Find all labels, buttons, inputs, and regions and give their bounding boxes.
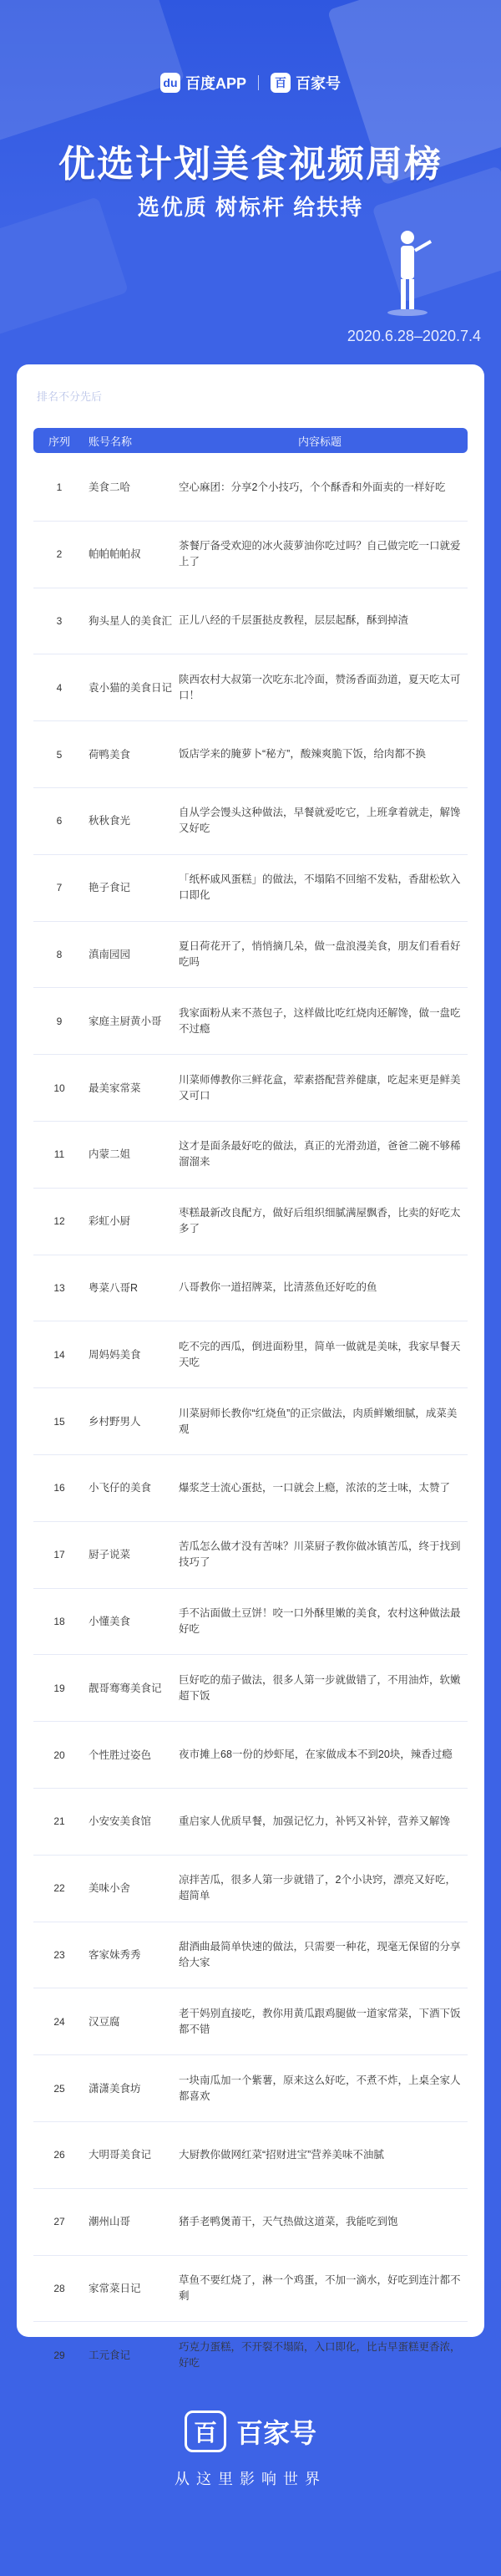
row-account-name: 小安安美食馆 [89,1815,152,1828]
row-account-name: 荷鸭美食 [89,748,131,761]
row-content-title: 手不沾面做土豆饼！咬一口外酥里嫩的美食，农村这种做法最好吃 [179,1606,461,1635]
row-account-name: 内蒙二姐 [89,1148,131,1161]
table-row [33,1522,468,1589]
table-row [33,721,468,788]
table-row [33,2055,468,2122]
row-index: 28 [53,2282,65,2294]
row-index: 19 [53,1682,65,1694]
row-account-name: 秋秋食光 [89,815,131,827]
row-account-name: 靓哥骞骞美食记 [89,1682,162,1694]
row-content-title: 苦瓜怎么做才没有苦味？川菜厨子教你做冰镇苦瓜，终于找到技巧了 [179,1540,461,1569]
row-index: 7 [56,882,63,894]
row-account-name: 美食二哈 [89,481,131,494]
row-index: 25 [53,2082,65,2095]
row-account-name: 粤菜八哥R [89,1281,139,1294]
baijiahao-brand [271,72,341,94]
table-row [33,1789,468,1856]
row-content-title: 草鱼不要红烧了，淋一个鸡蛋，不加一滴水，好吃到连汁都不剩 [179,2273,461,2302]
row-index: 21 [53,1815,65,1828]
row-account-name: 潇潇美食坊 [89,2082,141,2095]
row-content-title: 一块南瓜加一个紫薯，原来这么好吃，不煮不炸，上桌全家人都喜欢 [179,2074,461,2102]
row-content-title: 爆浆芝士流心蛋挞，一口就会上瘾，浓浓的芝士味，太赞了 [179,1481,451,1494]
standing-person-icon [377,226,436,318]
row-content-title: 老干妈别直接吃，教你用黄瓜跟鸡腿做一道家常菜，下酒下饭都不错 [179,2007,461,2035]
row-account-name: 周妈妈美食 [89,1348,141,1361]
row-content-title: 猪手老鸭煲莆干，天气热做这道菜，我能吃到饱 [179,2215,398,2227]
brand-left-label: 百度APP [185,75,246,92]
table-row [33,922,468,989]
row-index: 20 [53,1749,65,1761]
row-account-name: 彩虹小厨 [89,1215,131,1228]
brand-divider [258,75,259,90]
row-content-title: 凉拌苦瓜，很多人第一步就错了，2个小诀窍，漂亮又好吃，超简单 [179,1874,456,1902]
row-account-name: 乡村野男人 [89,1415,141,1428]
table-row [33,455,468,522]
row-index: 12 [53,1215,65,1228]
table-row [33,988,468,1055]
row-index: 9 [56,1015,63,1027]
row-content-title: 夏日荷花开了，悄悄摘几朵，做一盘浪漫美食，朋友们看看好吃吗 [179,939,461,968]
row-account-name: 狗头星人的美食汇 [89,614,173,627]
table-row [33,2256,468,2323]
table-row [33,1856,468,1922]
row-content-title: 巧克力蛋糕，不开裂不塌陷，入口即化，比古早蛋糕更香浓，好吃 [179,2341,461,2370]
row-account-name: 家常菜日记 [89,2282,141,2294]
row-index: 14 [53,1348,65,1361]
row-account-name: 最美家常菜 [89,1082,141,1094]
row-account-name: 厨子说菜 [89,1549,131,1561]
brand-right-label: 百家号 [296,75,341,92]
row-account-name: 艳子食记 [89,882,131,894]
row-content-title: 「纸杯戚风蛋糕」的做法，不塌陷不回缩不发粘，香甜松软入口即化 [179,873,461,902]
row-content-title: 陕西农村大叔第一次吃东北冷面，赞汤香面劲道，夏天吃太可口！ [179,673,461,701]
row-content-title: 我家面粉从来不蒸包子，这样做比吃红烧肉还解馋，做一盘吃不过瘾 [179,1006,461,1035]
row-account-name: 工元食记 [89,2349,131,2362]
table-body [33,455,468,2389]
row-index: 6 [56,815,63,827]
row-account-name: 大明哥美食记 [89,2149,152,2161]
row-content-title: 甜酒曲最简单快速的做法，只需要一种花，现毫无保留的分享给大家 [179,1940,461,1968]
row-content-title: 正儿八经的千层蛋挞皮教程，层层起酥，酥到掉渣 [179,614,409,627]
row-index: 8 [56,948,63,960]
row-index: 2 [56,548,63,561]
row-account-name: 潮州山哥 [89,2216,131,2228]
page-subtitle: 选优质 树标杆 给扶持 [137,195,364,220]
date-range: 2020.6.28–2020.7.4 [347,328,481,344]
row-index: 26 [53,2149,65,2161]
table-row [33,588,468,655]
column-header-account: 账号名称 [89,435,133,448]
table-row [33,1655,468,1722]
footer-logo [185,2411,316,2452]
row-account-name: 小懂美食 [89,1615,131,1627]
row-account-name: 滇南园园 [89,948,131,960]
table-row [33,1255,468,1322]
column-header-index: 序列 [48,435,70,448]
baijiahao-logo-icon: 百 [185,2411,226,2452]
row-content-title: 大厨教你做网红菜“招财进宝”营养美味不油腻 [179,2148,384,2161]
row-account-name: 袁小猫的美食日记 [89,681,173,694]
table-row [33,2122,468,2189]
row-index: 27 [53,2216,65,2228]
row-content-title: 夜市摊上68一份的炒虾尾，在家做成本不到20块，辣香过瘾 [179,1749,453,1761]
table-row [33,1321,468,1388]
row-content-title: 自从学会馒头这种做法，早餐就爱吃它，上班拿着就走，解馋又好吃 [179,807,461,835]
row-index: 18 [53,1615,65,1627]
row-content-title: 枣糕最新改良配方，做好后组织细腻满屋飘香，比卖的好吃太多了 [179,1207,461,1235]
brand-row [0,72,501,94]
row-account-name: 家庭主厨黄小哥 [89,1015,162,1027]
footer [0,2365,501,2576]
column-header-title: 内容标题 [297,435,342,448]
row-account-name: 帕帕帕帕叔 [89,548,141,561]
table-row [33,1122,468,1189]
header-banner [0,0,501,368]
row-index: 11 [53,1148,65,1161]
row-index: 17 [53,1549,65,1561]
table-row [33,1189,468,1255]
row-index: 15 [53,1415,65,1428]
row-content-title: 吃不完的西瓜，倒进面粉里，简单一做就是美味，我家早餐天天吃 [179,1340,461,1368]
baidu-app-brand [160,72,246,94]
ranking-card [17,364,484,2370]
row-index: 23 [53,1948,65,1961]
row-account-name: 小飞仔的美食 [89,1482,152,1494]
table-row [33,1922,468,1989]
footer-slogan: 从这里影响世界 [175,2471,326,2487]
row-index: 29 [53,2349,65,2362]
row-account-name: 个性胜过姿色 [89,1749,152,1761]
table-row [33,1388,468,1455]
row-account-name: 汉豆腐 [89,2015,120,2028]
row-content-title: 川菜厨师长教你“红烧鱼”的正宗做法，肉质鲜嫩细腻，成菜美观 [179,1407,458,1435]
page-title: 优选计划美食视频周榜 [58,144,443,185]
row-content-title: 茶餐厅备受欢迎的冰火菠萝油你吃过吗？自己做完吃一口就爱上了 [179,540,461,568]
row-content-title: 这才是面条最好吃的做法，真正的光滑劲道，爸爸二碗不够稀溜溜来 [179,1140,461,1168]
row-content-title: 巨好吃的茄子做法，很多人第一步就做错了，不用油炸，软嫩超下饭 [179,1673,461,1702]
table-row [33,654,468,721]
table-row [33,1055,468,1122]
row-content-title: 空心麻团：分享2个小技巧，个个酥香和外面卖的一样好吃 [179,481,446,493]
row-index: 4 [56,681,63,694]
table-row [33,855,468,922]
row-index: 1 [56,481,63,494]
row-content-title: 八哥教你一道招牌菜，比清蒸鱼还好吃的鱼 [179,1281,377,1294]
row-index: 22 [53,1882,65,1895]
row-account-name: 客家妹秀秀 [89,1948,141,1961]
table-header [33,428,468,453]
row-index: 5 [56,748,63,761]
table-row [33,1589,468,1656]
row-index: 24 [53,2015,65,2028]
row-account-name: 美味小舍 [89,1882,131,1895]
table-row [33,2189,468,2256]
row-content-title: 川菜师傅教你三鲜花盒，荤素搭配营养健康，吃起来更是鲜美又可口 [179,1073,461,1102]
baidu-logo-icon: du [160,73,180,93]
baijiahao-logo-icon: 百 [271,73,291,93]
footer-logo-text: 百家号 [235,2418,316,2448]
table-row [33,522,468,588]
row-content-title: 饭店学来的腌萝卜“秘方”，酸辣爽脆下饭，给肉都不换 [179,748,426,761]
table-row [33,788,468,855]
row-index: 10 [53,1082,65,1094]
row-content-title: 重启家人优质早餐，加强记忆力，补钙又补锌，营养又解馋 [179,1815,451,1827]
table-row [33,1722,468,1789]
row-index: 16 [53,1482,65,1494]
table-row [33,1988,468,2055]
row-index: 13 [53,1281,65,1294]
ranking-note: 排名不分先后 [37,390,103,403]
row-index: 3 [56,614,63,627]
table-row [33,1455,468,1522]
